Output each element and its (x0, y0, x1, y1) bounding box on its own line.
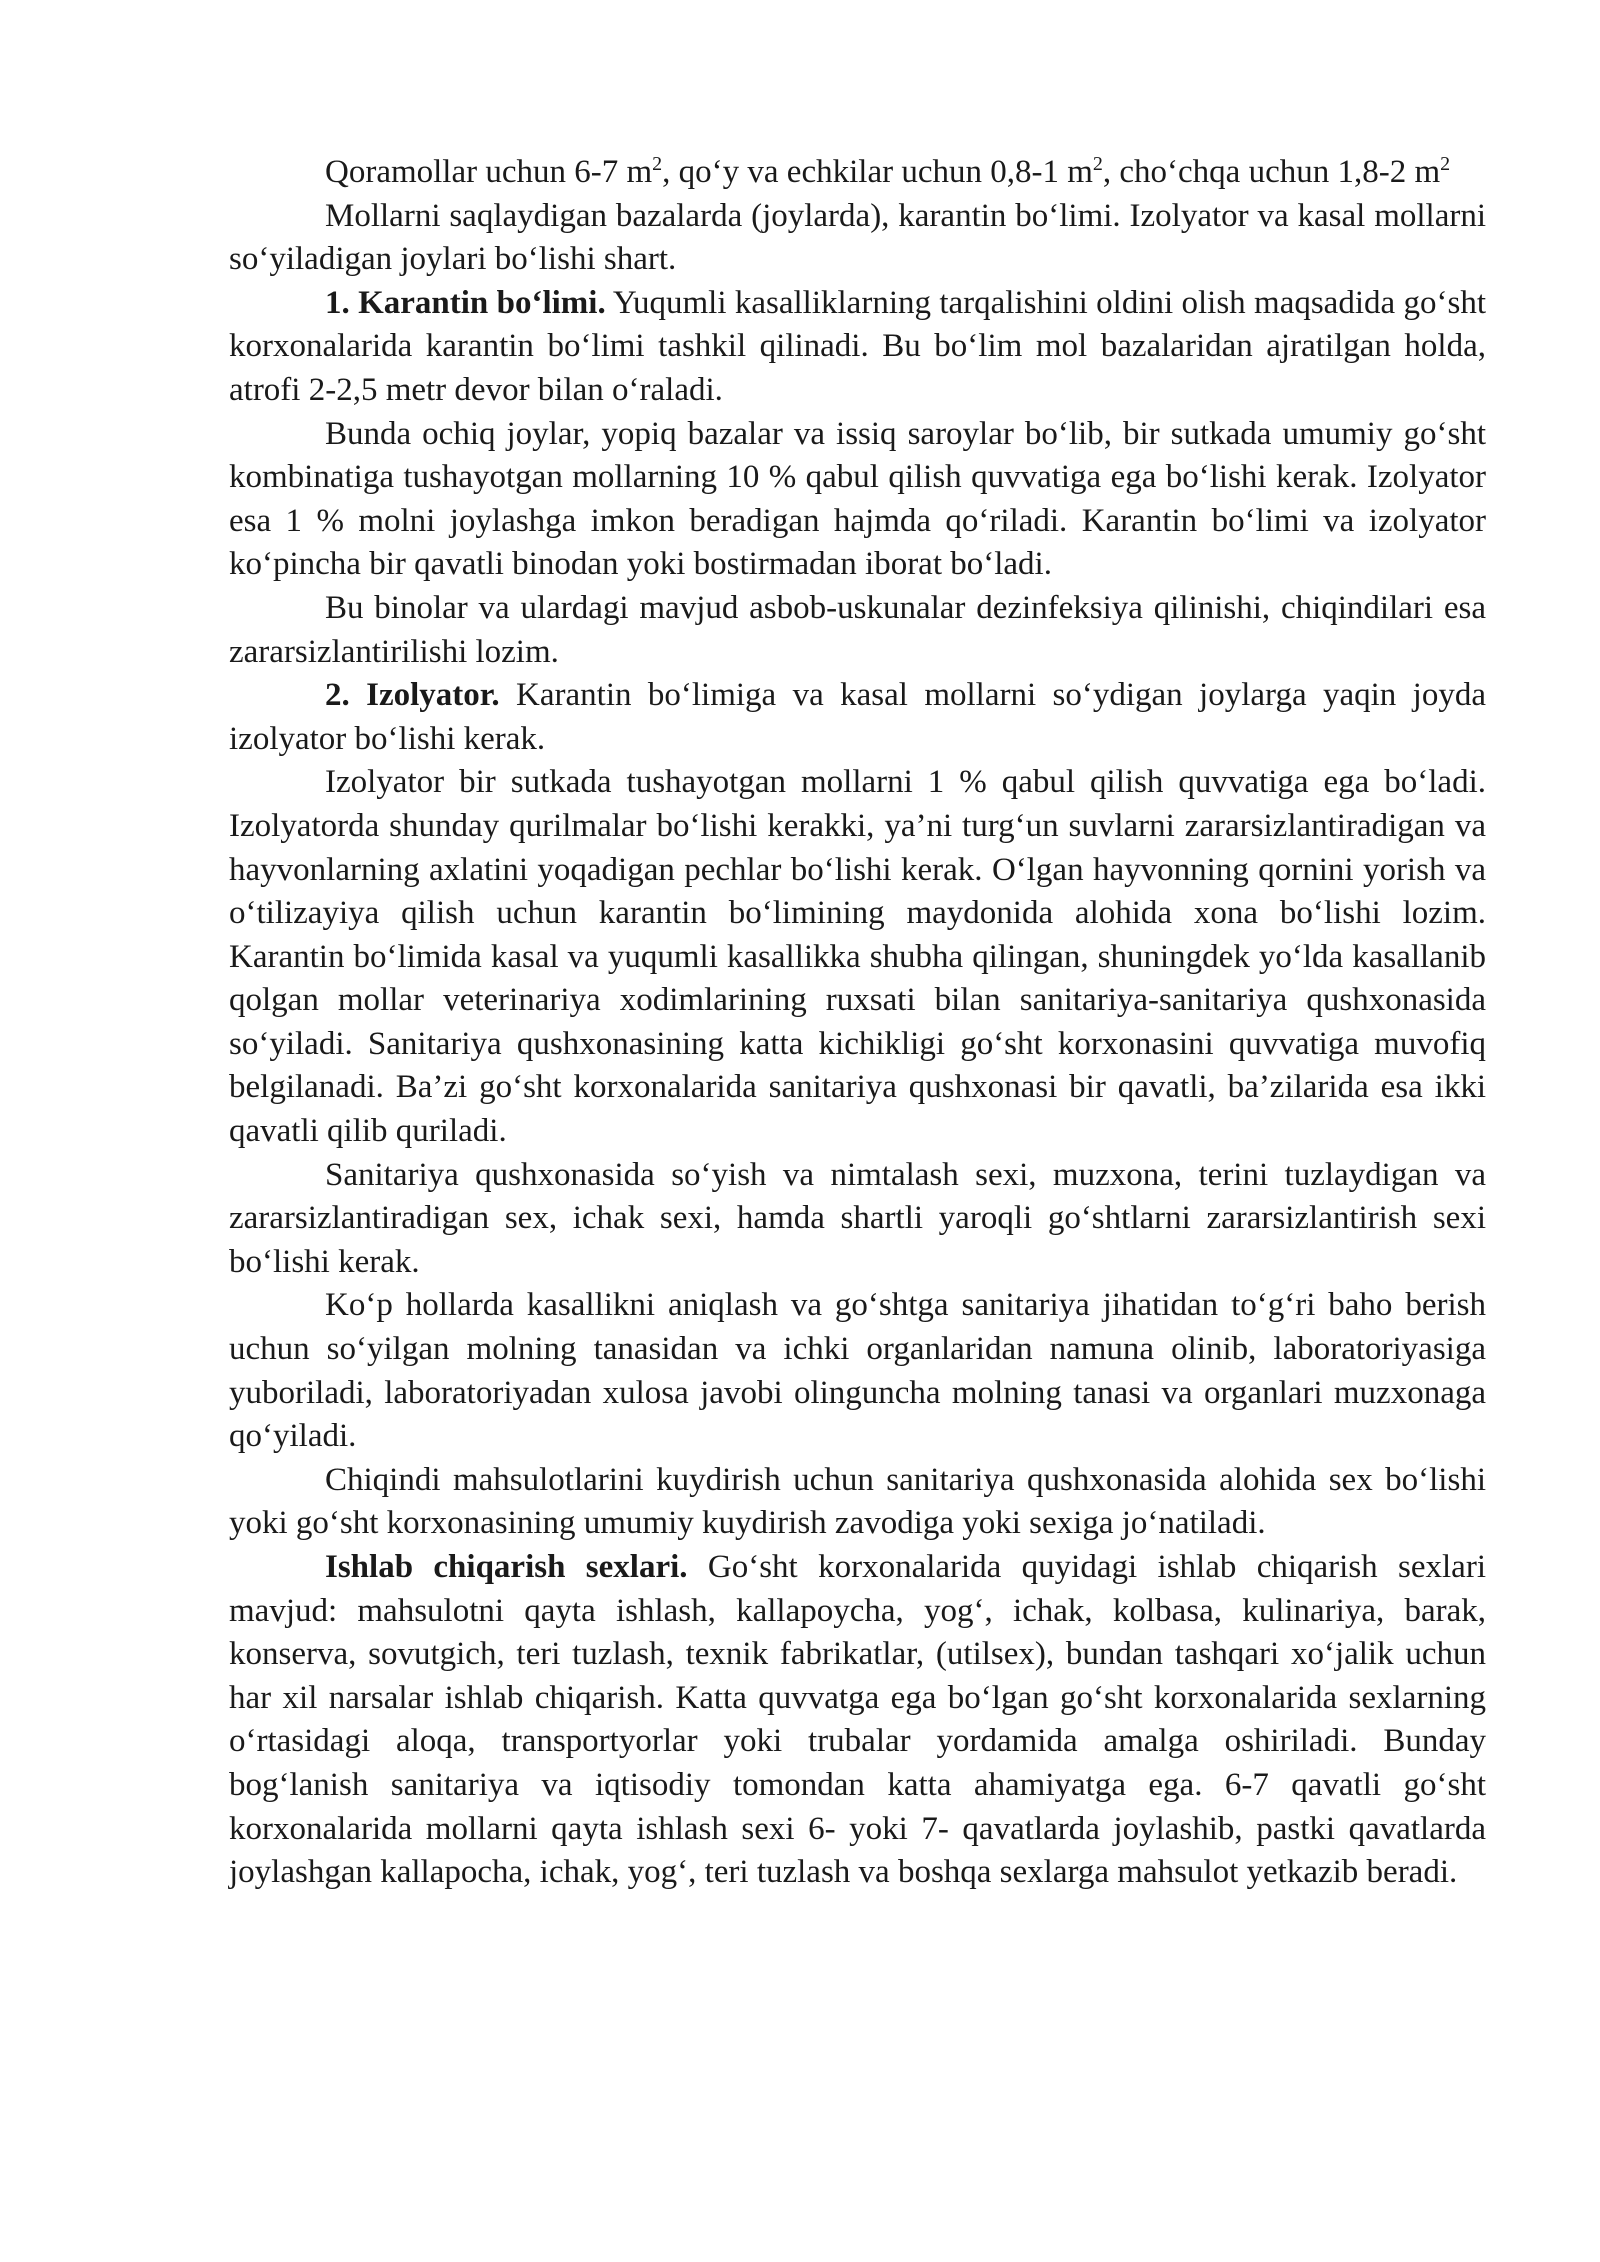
paragraph-text: Yuqumli kasalliklarning tarqalishini oldini olish maqsadida go‘sht korxonalarida karantin bo‘limi tashkil qilinadi. Bu bo‘lim mol bazalaridan ajratilgan holda, atrofi 2-2,5 metr devor bilan o‘raladi. (229, 284, 1486, 408)
superscript-2: 2 (1092, 153, 1103, 175)
superscript-2: 2 (652, 153, 663, 175)
paragraph-area-norms (229, 151, 1486, 195)
paragraph-laboratory: Ko‘p hollarda kasallikni aniqlash va go‘shtga sanitariya jihatidan to‘g‘ri baho berish uchun so‘yilgan molning tanasidan va ichki organlaridan namuna olinib, laboratoriyasiga yuboriladi, laboratoriyadan xulosa javobi olinguncha molning tanasi va organlari muzxonaga qo‘yiladi. (229, 1287, 1486, 1455)
norm-text-pig: , cho‘chqa uchun 1,8-2 m (1102, 154, 1441, 190)
document-page (229, 151, 1486, 1895)
paragraph-disinfection: Bu binolar va ulardagi mavjud asbob-uskunalar dezinfeksiya qilinishi, chiqindilari esa zararsizlantirilishi lozim. (229, 589, 1486, 670)
section-heading-quarantine: 1. Karantin bo‘limi. (325, 284, 606, 321)
section-heading-isolator: 2. Izolyator. (325, 677, 500, 714)
paragraph-text: Karantin bo‘limiga va kasal mollarni so‘ydigan joylarga yaqin joyda izolyator bo‘lishi kerak. (229, 677, 1486, 757)
paragraph-isolator (229, 674, 1486, 761)
paragraph-production-shops (229, 1546, 1486, 1895)
paragraph-open-areas: Bunda ochiq joylar, yopiq bazalar va issiq saroylar bo‘lib, bir sutkada umumiy go‘sht kombinatiga tushayotgan mollarning 10 % qabul qilish quvvatiga ega bo‘lishi kerak. Izolyator esa 1 % molni joylashga imkon beradigan hajmda qo‘riladi. Karantin bo‘limi va izolyator ko‘pincha bir qavatli binodan yoki bostirmadan iborat bo‘ladi. (229, 415, 1486, 583)
paragraph-text: Go‘sht korxonalarida quyidagi ishlab chiqarish sexlari mavjud: mahsulotni qayta ishlash, kallapoycha, yog‘, ichak, kolbasa, kulinariya, barak, konserva, sovutgich, teri tuzlash, texnik fabrikatlar, (utilsex), bundan tashqari xo‘jalik uchun har xil narsalar ishlab chiqarish. Katta quvvatga ega bo‘lgan go‘sht korxonalarida sexlarning o‘rtasidagi aloqa, transportyorlar yoki trubalar yordamida amalga oshiriladi. Bunday bog‘lanish sanitariya va iqtisodiy tomondan katta ahamiyatga ega. 6-7 qavatli go‘sht korxonalarida mollarni qayta ishlash sexi 6- yoki 7- qavatlarda joylashib, pastki qavatlarda joylashgan kallapocha, ichak, yog‘, teri tuzlash va boshqa sexlarga mahsulot yetkazib beradi. (229, 1549, 1486, 1891)
superscript-2: 2 (1440, 153, 1451, 175)
norm-text-sheep: , qo‘y va echkilar uchun 0,8-1 m (662, 154, 1093, 190)
norm-text-cattle: Qoramollar uchun 6-7 m (325, 154, 653, 190)
paragraph-sanitary-slaughterhouse: Sanitariya qushxonasida so‘yish va nimtalash sexi, muzxona, terini tuzlaydigan va zararsizlantiradigan sex, ichak sexi, hamda shartli yaroqli go‘shtlarni zararsizlantirish sexi bo‘lishi kerak. (229, 1156, 1486, 1280)
paragraph-isolator-capacity: Izolyator bir sutkada tushayotgan mollarni 1 % qabul qilish quvvatiga ega bo‘ladi. Izolyatorda shunday qurilmalar bo‘lishi kerakki, ya’ni turg‘un suvlarni zararsizlantiradigan va hayvonlarning axlatini yoqadigan pechlar bo‘lishi kerak. O‘lgan hayvonning qornini yorish va o‘tilizayiya qilish uchun karantin bo‘limining maydonida alohida xona bo‘lishi lozim. Karantin bo‘limida kasal va yuqumli kasallikka shubha qilingan, shuningdek yo‘lda kasallanib qolgan mollar veterinariya xodimlarining ruxsati bilan sanitariya-sanitariya qushxonasida so‘yiladi. Sanitariya qushxonasining katta kichikligi go‘sht korxonasini quvvatiga muvofiq belgilanadi. Ba’zi go‘sht korxonalarida sanitariya qushxonasi bir qavatli, ba’zilarida esa ikki qavatli qilib quriladi. (229, 764, 1486, 1150)
paragraph-quarantine (229, 282, 1486, 413)
paragraph-waste-burning: Chiqindi mahsulotlarini kuydirish uchun sanitariya qushxonasida alohida sex bo‘lishi yoki go‘sht korxonasining umumiy kuydirish zavodiga yoki sexiga jo‘natiladi. (229, 1461, 1486, 1542)
paragraph-bases: Mollarni saqlaydigan bazalarda (joylarda), karantin bo‘limi. Izolyator va kasal mollarni so‘yiladigan joylari bo‘lishi shart. (229, 197, 1486, 278)
section-heading-production: Ishlab chiqarish sexlari. (325, 1549, 688, 1585)
